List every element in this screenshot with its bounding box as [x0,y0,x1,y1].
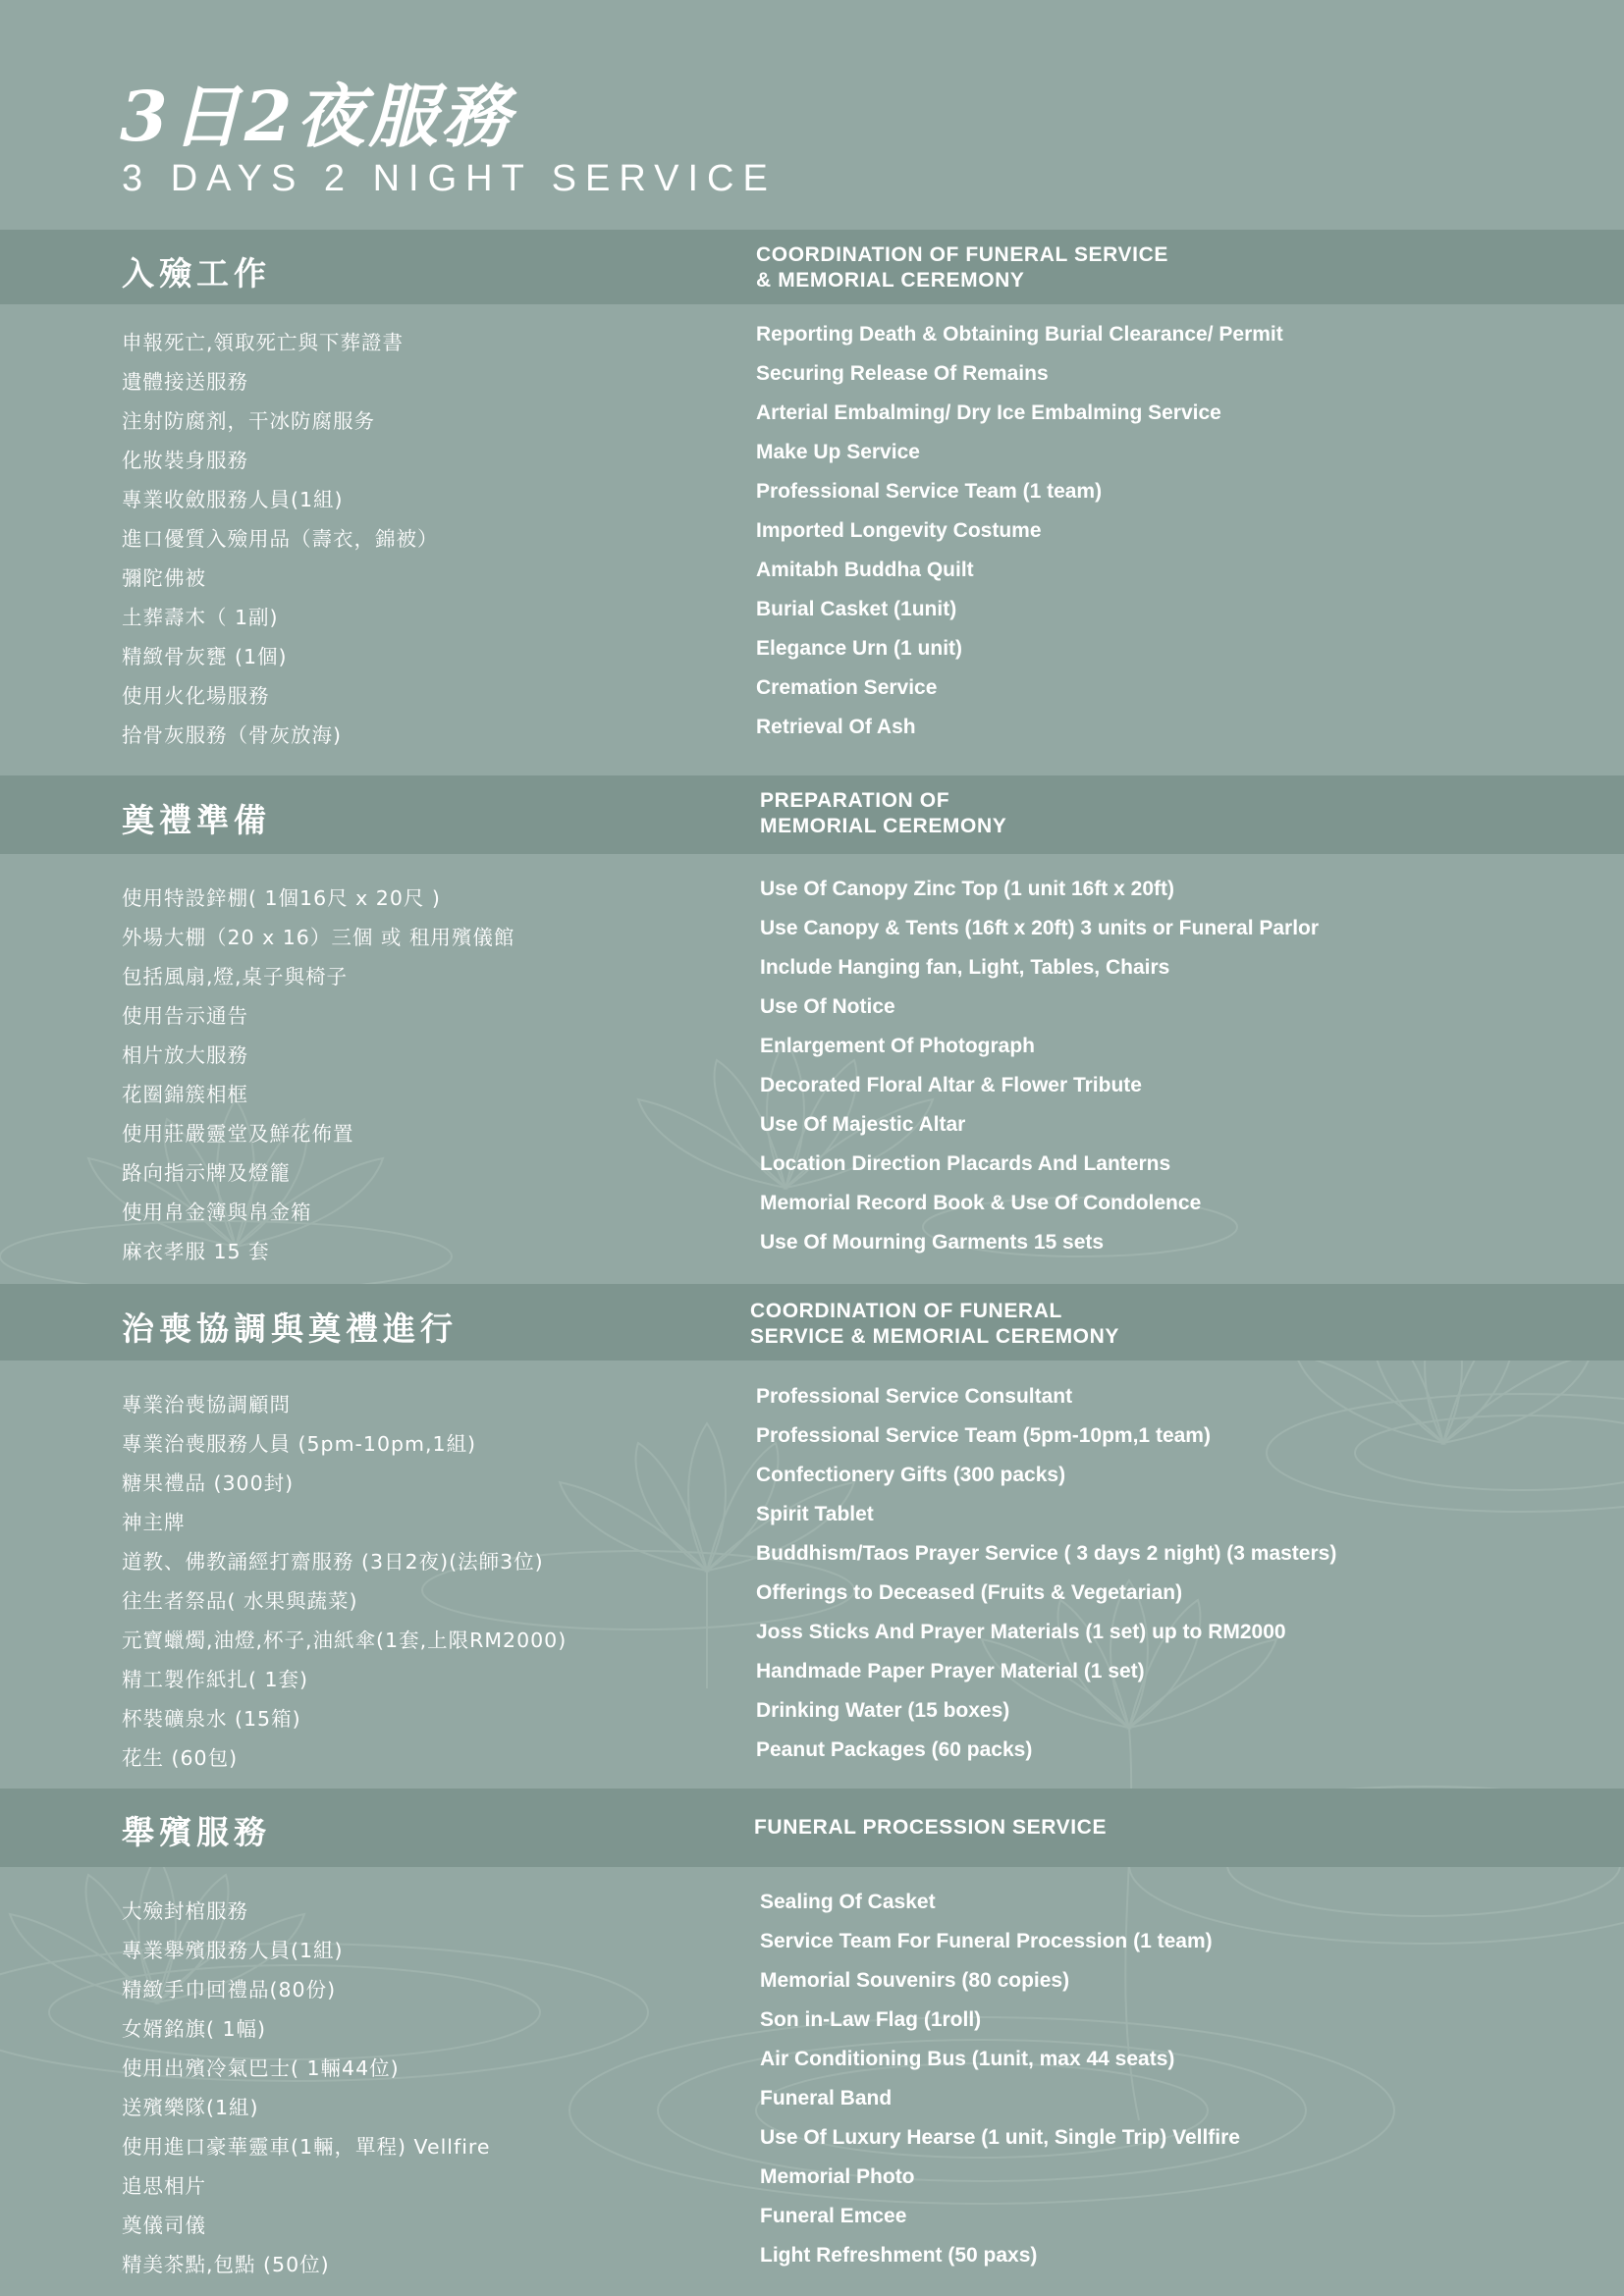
list-item-zh: 送殯樂隊(1組) [122,2096,259,2119]
list-item-zh: 追思相片 [122,2174,206,2198]
list-item-zh: 專業治喪服務人員 (5pm-10pm,1組) [122,1432,477,1456]
list-item-zh: 專業舉殯服務人員(1組) [122,1939,344,1962]
list-item-en: Amitabh Buddha Quilt [756,559,974,581]
list-item-en: Make Up Service [756,441,920,463]
list-item-zh: 奠儀司儀 [122,2214,206,2237]
page-title-zh: 3日2夜服務 [120,76,514,157]
list-item-zh: 使用帛金簿與帛金箱 [122,1201,312,1224]
section-title-en: COORDINATION OF FUNERAL SERVICE & MEMORIAL CEREMONY [756,243,1168,292]
list-item-en: Retrieval Of Ash [756,716,916,738]
list-item-zh: 相片放大服務 [122,1043,248,1067]
list-item-zh: 糖果禮品 (300封) [122,1471,295,1495]
section-title-en: PREPARATION OF MEMORIAL CEREMONY [760,789,1007,837]
list-item-zh: 拾骨灰服務（骨灰放海) [122,723,342,747]
list-item-zh: 遺體接送服務 [122,370,248,394]
list-item-en: Decorated Floral Altar & Flower Tribute [760,1074,1142,1096]
list-item-zh: 化妝裝身服務 [122,449,248,472]
list-item-en: Joss Sticks And Prayer Materials (1 set) up to RM2000 [756,1621,1286,1643]
list-item-en: Reporting Death & Obtaining Burial Clearance/ Permit [756,323,1283,346]
list-item-zh: 精工製作紙扎( 1套) [122,1668,309,1691]
list-item-en: Cremation Service [756,676,938,699]
section-title-zh: 入殮工作 [122,254,271,293]
list-item-zh: 花圈錦簇相框 [122,1083,248,1106]
list-item-zh: 彌陀佛被 [122,566,206,590]
list-item-zh: 神主牌 [122,1511,186,1534]
list-item-zh: 使用進口豪華靈車(1輛，單程) Vellfire [122,2135,491,2159]
list-item-en: Funeral Band [760,2087,893,2109]
list-item-en: Use Of Luxury Hearse (1 unit, Single Trip) Vellfire [760,2126,1240,2149]
list-item-zh: 大殮封棺服務 [122,1899,248,1923]
list-item-zh: 外場大棚（20 x 16）三個 或 租用殯儀館 [122,926,515,949]
list-item-zh: 使用特設鋅棚( 1個16尺 x 20尺 ) [122,886,441,910]
list-item-zh: 女婿銘旗( 1幅) [122,2017,267,2041]
list-item-en: Professional Service Consultant [756,1385,1073,1408]
list-item-zh: 使用告示通告 [122,1004,248,1028]
list-item-zh: 路向指示牌及燈籠 [122,1161,291,1185]
list-item-zh: 元寶蠟燭,油燈,杯子,油紙傘(1套,上限RM2000) [122,1629,568,1652]
list-item-en: Funeral Emcee [760,2205,907,2227]
list-item-en: Handmade Paper Prayer Material (1 set) [756,1660,1145,1682]
section-title-zh: 治喪協調與奠禮進行 [122,1309,458,1348]
list-item-zh: 使用莊嚴靈堂及鮮花佈置 [122,1122,354,1146]
section-title-zh: 舉殯服務 [122,1813,271,1851]
list-item-zh: 申報死亡,領取死亡與下葬證書 [122,331,405,354]
list-item-en: Spirit Tablet [756,1503,874,1525]
list-item-zh: 麻衣孝服 15 套 [122,1240,270,1263]
list-item-en: Professional Service Team (1 team) [756,480,1103,503]
list-item-en: Include Hanging fan, Light, Tables, Chairs [760,956,1170,979]
list-item-zh: 進口優質入殮用品（壽衣，錦被） [122,527,439,551]
list-item-en: Air Conditioning Bus (1unit, max 44 seats) [760,2048,1175,2070]
section-header-band [0,775,1624,854]
list-item-en: Enlargement Of Photograph [760,1035,1036,1057]
list-item-en: Imported Longevity Costume [756,519,1042,542]
list-item-en: Professional Service Team (5pm-10pm,1 team) [756,1424,1211,1447]
list-item-en: Use Of Canopy Zinc Top (1 unit 16ft x 20ft) [760,878,1174,900]
list-item-zh: 精緻骨灰甕 (1個) [122,645,288,668]
list-item-en: Memorial Photo [760,2165,915,2188]
list-item-en: Securing Release Of Remains [756,362,1049,385]
list-item-zh: 使用出殯冷氣巴士( 1輛44位) [122,2056,400,2080]
list-item-zh: 往生者祭品( 水果與蔬菜) [122,1589,358,1613]
list-item-en: Use Canopy & Tents (16ft x 20ft) 3 units or Funeral Parlor [760,917,1320,939]
section-header-band [0,230,1624,304]
list-item-zh: 土葬壽木（ 1副) [122,606,279,629]
list-item-en: Memorial Souvenirs (80 copies) [760,1969,1070,1992]
list-item-en: Arterial Embalming/ Dry Ice Embalming Service [756,401,1221,424]
list-item-zh: 注射防腐剂，干冰防腐服务 [122,409,375,433]
list-item-en: Service Team For Funeral Procession (1 team) [760,1930,1213,1952]
list-item-zh: 杯裝礦泉水 (15箱) [122,1707,301,1731]
list-item-en: Burial Casket (1unit) [756,598,957,620]
list-item-en: Use Of Mourning Garments 15 sets [760,1231,1105,1254]
list-item-en: Son in-Law Flag (1roll) [760,2008,982,2031]
list-item-en: Confectionery Gifts (300 packs) [756,1464,1066,1486]
list-item-zh: 使用火化場服務 [122,684,270,708]
section-title-en: FUNERAL PROCESSION SERVICE [754,1816,1108,1839]
list-item-en: Use Of Majestic Altar [760,1113,966,1136]
page-title-en: 3 DAYS 2 NIGHT SERVICE [122,158,777,199]
list-item-zh: 花生 (60包) [122,1746,239,1770]
list-item-zh: 道教、佛教誦經打齋服務 (3日2夜)(法師3位) [122,1550,544,1574]
list-item-en: Sealing Of Casket [760,1891,936,1913]
list-item-en: Elegance Urn (1 unit) [756,637,963,660]
list-item-zh: 精美茶點,包點 (50位) [122,2253,330,2276]
list-item-zh: 專業治喪協調顧問 [122,1393,291,1416]
list-item-en: Offerings to Deceased (Fruits & Vegetarian) [756,1581,1183,1604]
list-item-en: Location Direction Placards And Lanterns [760,1152,1171,1175]
list-item-zh: 精緻手巾回禮品(80份) [122,1978,337,2002]
list-item-en: Memorial Record Book & Use Of Condolence [760,1192,1202,1214]
section-header-band [0,1789,1624,1867]
section-header-band [0,1284,1624,1361]
list-item-en: Buddhism/Taos Prayer Service ( 3 days 2 night) (3 masters) [756,1542,1337,1565]
list-item-zh: 包括風扇,燈,桌子與椅子 [122,965,349,988]
section-title-zh: 奠禮準備 [122,801,271,839]
list-item-en: Drinking Water (15 boxes) [756,1699,1010,1722]
list-item-en: Peanut Packages (60 packs) [756,1738,1033,1761]
section-title-en: COORDINATION OF FUNERAL SERVICE & MEMORIAL CEREMONY [750,1300,1119,1348]
list-item-en: Light Refreshment (50 paxs) [760,2244,1038,2267]
list-item-zh: 專業收斂服務人員(1組) [122,488,344,511]
list-item-en: Use Of Notice [760,995,895,1018]
